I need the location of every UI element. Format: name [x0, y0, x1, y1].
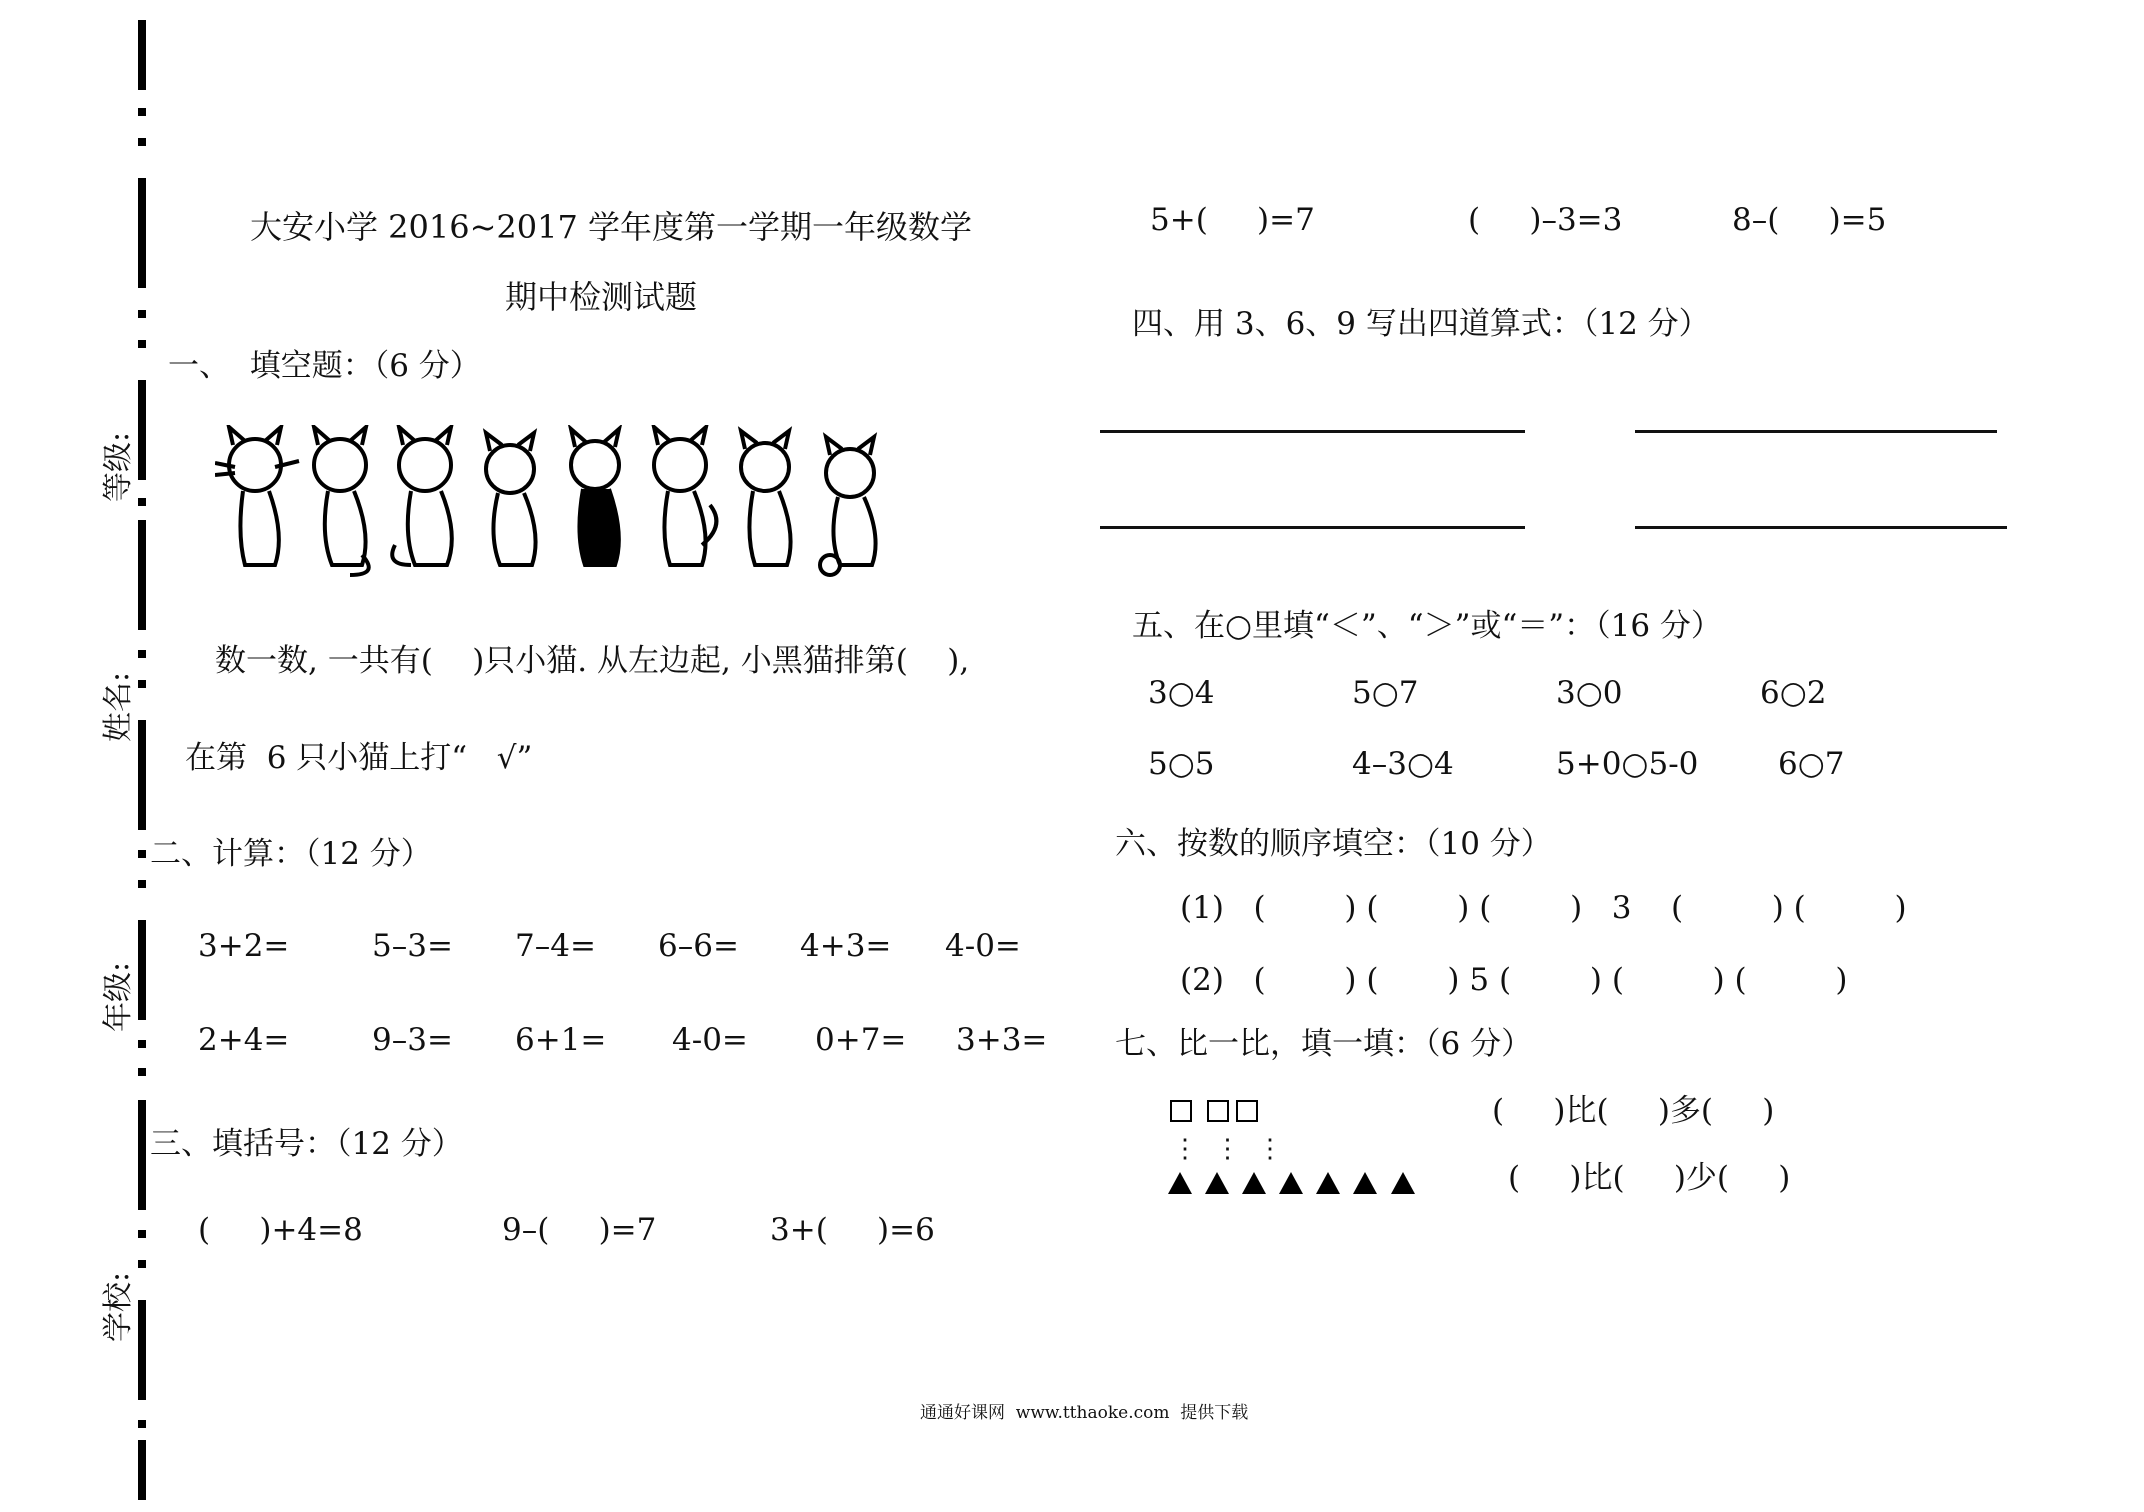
school-label: 学校: — [101, 1271, 137, 1343]
cat-8 — [820, 437, 876, 575]
calc-item: 4-0= — [672, 1022, 748, 1058]
black-cat — [571, 429, 619, 565]
square-icon — [1207, 1100, 1229, 1122]
name-label: 姓名: — [101, 671, 137, 743]
section-5-heading: 五、在○里填“＜”、“＞”或“＝”：（16 分） — [1132, 608, 1722, 644]
compare-item: 5+0○5-0 — [1556, 746, 1699, 782]
calc-item: 7–4= — [515, 928, 596, 964]
matching-dots: ⋮ ⋮ ⋮ — [1172, 1134, 1284, 1164]
answer-line — [1635, 430, 1997, 433]
sequence-line-1: (1) ( ) ( ) ( ) 3 ( ) ( ) — [1180, 890, 1907, 926]
calc-item: 2+4= — [198, 1022, 290, 1058]
section-1-question-line-1: 数一数, 一共有( )只小猫. 从左边起, 小黑猫排第( ), — [215, 643, 970, 679]
triangle-icon — [1279, 1172, 1303, 1194]
compare-item: 6○2 — [1760, 675, 1827, 711]
cat-4 — [486, 433, 536, 565]
calc-item: 3+2= — [198, 928, 290, 964]
compare-item: 3○4 — [1148, 675, 1215, 711]
calc-item: 3+3= — [956, 1022, 1048, 1058]
compare-item: 3○0 — [1556, 675, 1623, 711]
triangle-icon — [1391, 1172, 1415, 1194]
compare-item: 5○5 — [1148, 746, 1215, 782]
answer-line — [1635, 526, 2007, 529]
section-7-heading: 七、比一比，填一填：（6 分） — [1115, 1026, 1533, 1062]
section-2-heading: 二、计算：（12 分） — [150, 836, 432, 872]
triangle-icon — [1242, 1172, 1266, 1194]
triangle-icon — [1316, 1172, 1340, 1194]
page-title: 大安小学 2016~2017 学年度第一学期一年级数学 — [250, 208, 973, 246]
cat-2 — [314, 427, 369, 575]
answer-line — [1100, 526, 1525, 529]
page-subtitle: 期中检测试题 — [505, 278, 698, 316]
class-label: 年级: — [101, 961, 137, 1033]
calc-item: 4+3= — [800, 928, 892, 964]
bracket-item: 9–( )=7 — [502, 1212, 657, 1248]
compare-fill-more: ( )比( )多( ) — [1492, 1093, 1775, 1129]
cat-1 — [215, 427, 299, 565]
squares-row — [1170, 1100, 1268, 1126]
bracket-item: ( )+4=8 — [198, 1212, 363, 1248]
section-1-heading: 一、 填空题：（6 分） — [168, 348, 481, 384]
section-1-question-line-2: 在第 6 只小猫上打“ √” — [185, 740, 533, 776]
square-icon — [1170, 1100, 1192, 1122]
calc-item: 9–3= — [372, 1022, 453, 1058]
triangle-icon — [1168, 1172, 1192, 1194]
cats-illustration — [215, 425, 895, 580]
compare-fill-less: ( )比( )少( ) — [1508, 1160, 1791, 1196]
calc-item: 6–6= — [658, 928, 739, 964]
cat-7 — [741, 431, 791, 565]
bracket-item: 8–( )=5 — [1732, 202, 1887, 238]
compare-item: 5○7 — [1352, 675, 1419, 711]
triangle-icon — [1353, 1172, 1377, 1194]
triangles-row — [1168, 1172, 1423, 1198]
cat-6 — [654, 427, 716, 565]
square-icon — [1236, 1100, 1258, 1122]
footer-credit: 通通好课网 www.tthaoke.com 提供下载 — [920, 1403, 1249, 1423]
calc-item: 0+7= — [815, 1022, 907, 1058]
section-6-heading: 六、按数的顺序填空：（10 分） — [1115, 826, 1552, 862]
calc-item: 5–3= — [372, 928, 453, 964]
bracket-item: ( )–3=3 — [1468, 202, 1623, 238]
calc-item: 4-0= — [945, 928, 1021, 964]
sequence-line-2: (2) ( ) ( ) 5 ( ) ( ) ( ) — [1180, 962, 1848, 998]
grade-level-label: 等级: — [101, 431, 137, 503]
answer-line — [1100, 430, 1525, 433]
section-4-heading: 四、用 3、6、9 写出四道算式：（12 分） — [1132, 306, 1710, 342]
cat-3 — [392, 427, 452, 565]
triangle-icon — [1205, 1172, 1229, 1194]
binding-line — [138, 20, 150, 1500]
calc-item: 6+1= — [515, 1022, 607, 1058]
section-3-heading: 三、填括号：（12 分） — [150, 1126, 463, 1162]
bracket-item: 3+( )=6 — [770, 1212, 935, 1248]
compare-item: 6○7 — [1778, 746, 1845, 782]
bracket-item: 5+( )=7 — [1150, 202, 1315, 238]
compare-item: 4–3○4 — [1352, 746, 1454, 782]
